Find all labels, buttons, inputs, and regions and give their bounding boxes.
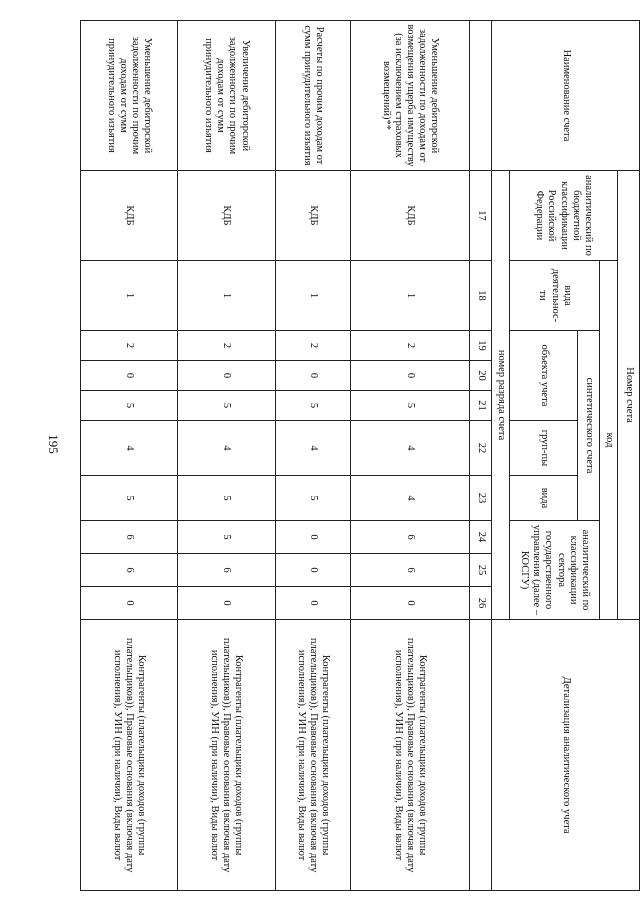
row-cell: 5 — [275, 476, 350, 521]
row-cell: 6 — [178, 554, 275, 587]
table-frame — [80, 20, 640, 890]
row-cell: 0 — [350, 587, 469, 620]
row-cell: 6 — [350, 554, 469, 587]
row-cell: 0 — [81, 361, 178, 391]
row-cell: 0 — [81, 587, 178, 620]
column-number: 23 — [470, 476, 492, 521]
row-cell: 2 — [350, 331, 469, 361]
row-cell: 2 — [81, 331, 178, 361]
page-number: 195 — [46, 434, 61, 454]
row-detail: Контрагенты (плательщики доходов (группы плательщиков)), Правовые основания (включая дату исполнения), УИН (при наличии), Виды валют — [275, 620, 350, 891]
column-number: 25 — [470, 554, 492, 587]
header-kosgu: аналитический по классификации сектора государственного управления (далее – КОСГУ) — [510, 521, 600, 620]
row-cell: 1 — [81, 261, 178, 331]
row-account-name: Увеличение дебиторской задолженности по прочим доходам от сумм принудительного изъятия — [178, 21, 275, 171]
header-digit-number: номер разряда счета — [492, 171, 510, 620]
header-account-number: Номер счета — [618, 171, 640, 620]
table-row — [350, 21, 469, 891]
row-cell: 1 — [275, 261, 350, 331]
table-row — [178, 21, 275, 891]
row-cell: 2 — [275, 331, 350, 361]
column-number-blank — [470, 21, 492, 171]
row-cell: 5 — [178, 391, 275, 421]
row-cell: 0 — [275, 521, 350, 554]
row-cell: 0 — [350, 361, 469, 391]
table-wrapper — [80, 20, 640, 890]
header-activity-type: вида деятельнос-ти — [510, 261, 600, 331]
column-number: 20 — [470, 361, 492, 391]
row-kdb: КДБ — [178, 171, 275, 261]
header-group: груп-пы — [510, 421, 578, 476]
header-account-object: объекта учета — [510, 331, 578, 421]
column-number: 22 — [470, 421, 492, 476]
row-cell: 0 — [275, 587, 350, 620]
row-cell: 5 — [178, 476, 275, 521]
row-cell: 0 — [178, 587, 275, 620]
row-cell: 1 — [178, 261, 275, 331]
row-account-name: Расчеты по прочим доходам от сумм принудительного изъятия — [275, 21, 350, 171]
column-number: 24 — [470, 521, 492, 554]
row-cell: 4 — [350, 476, 469, 521]
row-cell: 6 — [81, 521, 178, 554]
column-number-blank — [470, 620, 492, 891]
row-cell: 5 — [81, 476, 178, 521]
header-code: код — [600, 261, 618, 620]
row-kdb: КДБ — [81, 171, 178, 261]
row-cell: 5 — [178, 521, 275, 554]
row-cell: 5 — [275, 391, 350, 421]
column-number: 17 — [470, 171, 492, 261]
row-kdb: КДБ — [350, 171, 469, 261]
row-account-name: Уменьшение дебиторской задолженности по доходам от возмещения ущерба имуществу (за исключением страховых возмещений)** — [350, 21, 469, 171]
header-analytic-budget-class: аналитический по бюджетной классификации Российской Федерации — [510, 171, 618, 261]
header-account-name: Наименование счета — [492, 21, 640, 171]
table-row — [81, 21, 178, 891]
row-cell: 4 — [81, 421, 178, 476]
row-cell: 4 — [350, 421, 469, 476]
row-cell: 6 — [81, 554, 178, 587]
row-account-name: Уменьшение дебиторской задолженности по прочим доходам от сумм принудительного изъятия — [81, 21, 178, 171]
row-cell: 4 — [178, 421, 275, 476]
header-analytic-detail: Детализация аналитического учета — [492, 620, 640, 891]
row-cell: 4 — [275, 421, 350, 476]
row-cell: 6 — [350, 521, 469, 554]
column-number: 21 — [470, 391, 492, 421]
row-cell: 0 — [275, 554, 350, 587]
row-cell: 1 — [350, 261, 469, 331]
column-number: 18 — [470, 261, 492, 331]
row-cell: 5 — [350, 391, 469, 421]
account-table — [80, 20, 640, 891]
header-kind: вида — [510, 476, 578, 521]
header-synthetic-account: синтетического счета — [578, 331, 600, 521]
row-kdb: КДБ — [275, 171, 350, 261]
row-cell: 0 — [275, 361, 350, 391]
column-number: 26 — [470, 587, 492, 620]
row-detail: Контрагенты (плательщики доходов (группы плательщиков)), Правовые основания (включая дату исполнения), УИН (при наличии), Виды валют — [81, 620, 178, 891]
row-cell: 2 — [178, 331, 275, 361]
column-number: 19 — [470, 331, 492, 361]
row-cell: 5 — [81, 391, 178, 421]
table-row — [275, 21, 350, 891]
row-detail: Контрагенты (плательщики доходов (группы плательщиков)), Правовые основания (включая дату исполнения), УИН (при наличии), Виды валют — [350, 620, 469, 891]
row-detail: Контрагенты (плательщики доходов (группы плательщиков)), Правовые основания (включая дату исполнения), УИН (при наличии), Виды валют — [178, 620, 275, 891]
row-cell: 0 — [178, 361, 275, 391]
